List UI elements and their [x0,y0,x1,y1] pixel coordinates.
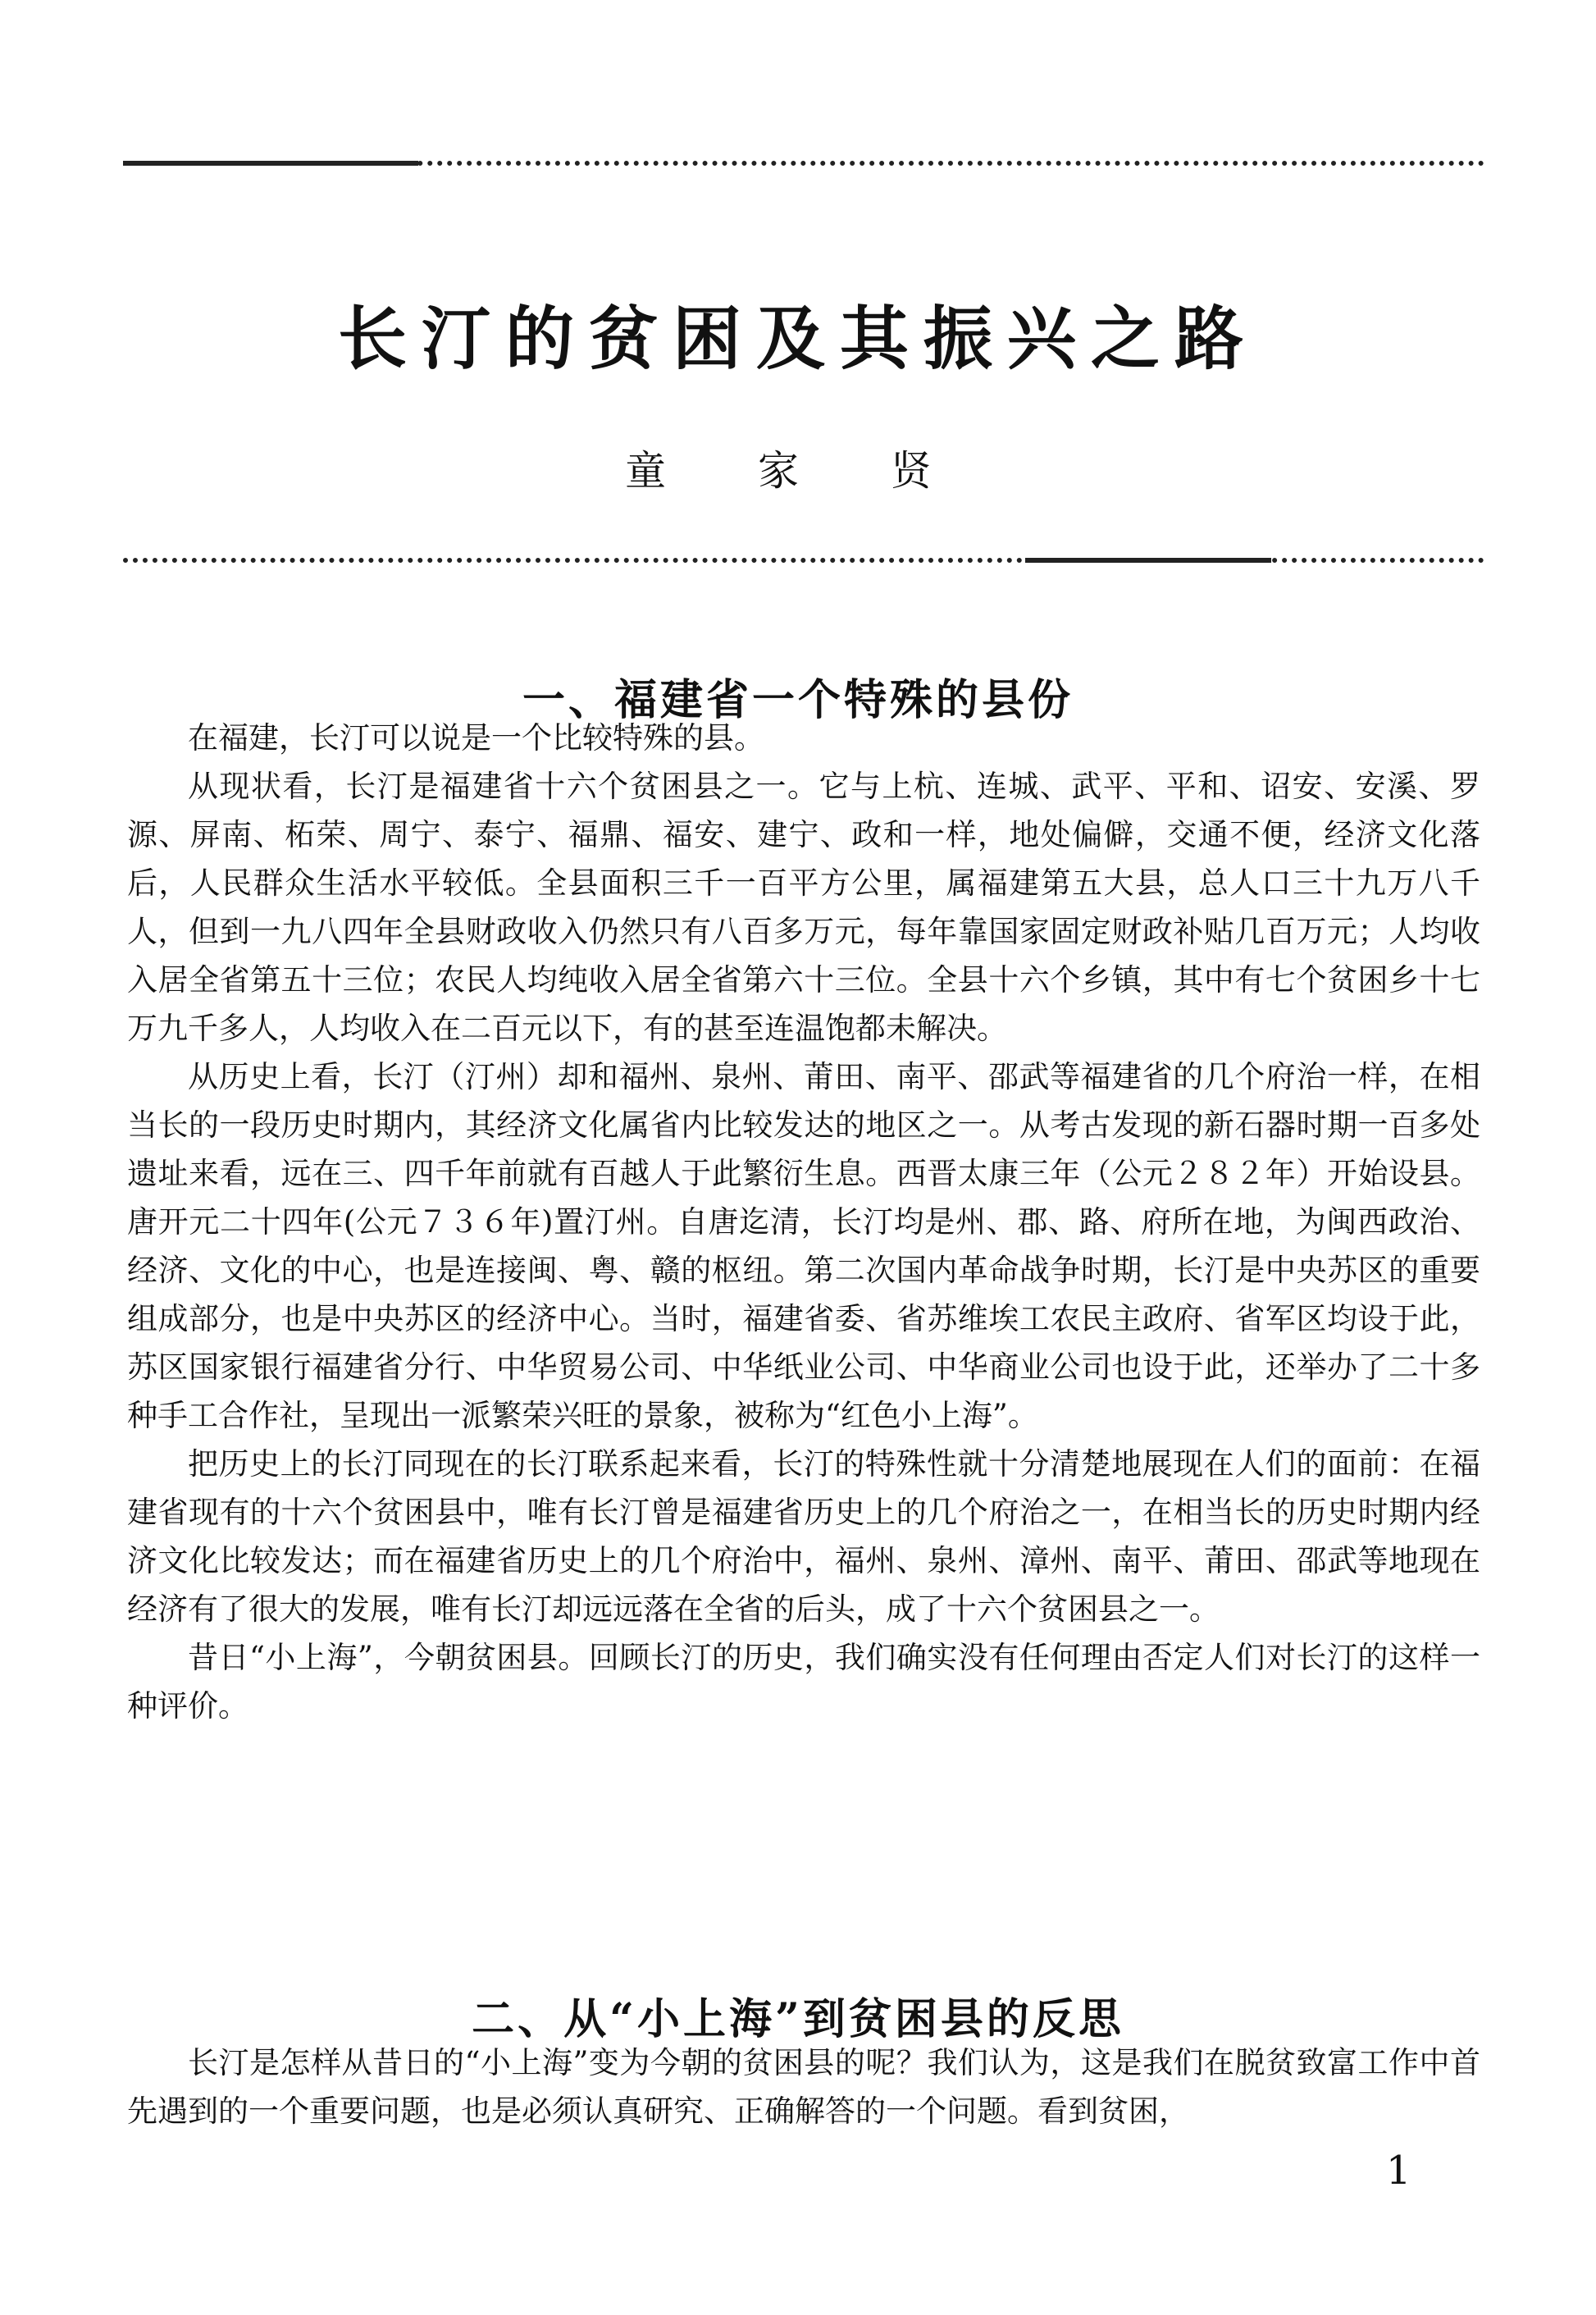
paragraph: 在福建，长汀可以说是一个比较特殊的县。 [188,720,764,756]
article-author: 童 家 贤 [625,447,971,495]
paragraph: 从现状看，长汀是福建省十六个贫困县之一。它与上杭、连城、武平、平和、诏安、安溪、罗源、屏南、柘荣、周宁、泰宁、福鼎、福安、建宁、政和一样，地处偏僻，交通不便，经济文化落后，人民群众生活水平较低。全县面积三千一百平方公里，属福建第五大县，总人口三十九万八千人，但到一九八四年全县财政收入仍然只有八百多万元，每年靠国家固定财政补贴几百万元；人均收入居全省第五十三位；农民人均纯收入居全省第六十三位。全县十六个乡镇，其中有七个贫困乡十七万九千多人，人均收入在二百元以下，有的甚至连温饱都未解决。 [127,769,1480,1046]
page-number: 1 [1386,2148,1411,2194]
paragraph: 长汀是怎样从昔日的“小上海”变为今朝的贫困县的呢？我们认为，这是我们在脱贫致富工作中首先遇到的一个重要问题，也是必须认真研究、正确解答的一个问题。看到贫困， [127,2045,1480,2129]
top-rule [123,161,1484,166]
article-title: 长汀的贫困及其振兴之路 [337,298,1258,380]
section-heading-1: 一、福建省一个特殊的县份 [522,675,1074,726]
paragraph: 把历史上的长汀同现在的长汀联系起来看，长汀的特殊性就十分清楚地展现在人们的面前：在福建省现有的十六个贫困县中，唯有长汀曾是福建省历史上的几个府治之一，在相当长的历史时期内经济文化比较发达；而在福建省历史上的几个府治中，福州、泉州、漳州、南平、莆田、邵武等地现在经济有了很大的发展，唯有长汀却远远落在全省的后头，成了十六个贫困县之一。 [127,1446,1480,1627]
section-2-body [127,2039,1480,2135]
section-heading-2: 二、从“小上海”到贫困县的反思 [472,1994,1124,2045]
section-1-body [127,714,1480,1730]
paragraph: 昔日“小上海”，今朝贫困县。回顾长汀的历史，我们确实没有任何理由否定人们对长汀的这样一种评价。 [127,1640,1480,1724]
header-bottom-rule [123,558,1484,563]
paragraph: 从历史上看，长汀（汀州）却和福州、泉州、莆田、南平、邵武等福建省的几个府治一样，在相当长的一段历史时期内，其经济文化属省内比较发达的地区之一。从考古发现的新石器时期一百多处遗址来看，远在三、四千年前就有百越人于此繁衍生息。西晋太康三年（公元２８２年）开始设县。唐开元二十四年(公元７３６年)置汀州。自唐迄清，长汀均是州、郡、路、府所在地，为闽西政治、经济、文化的中心，也是连接闽、粤、赣的枢纽。第二次国内革命战争时期，长汀是中央苏区的重要组成部分，也是中央苏区的经济中心。当时，福建省委、省苏维埃工农民主政府、省军区均设于此，苏区国家银行福建省分行、中华贸易公司、中华纸业公司、中华商业公司也设于此，还举办了二十多种手工合作社，呈现出一派繁荣兴旺的景象，被称为“红色小上海”。 [127,1059,1480,1433]
